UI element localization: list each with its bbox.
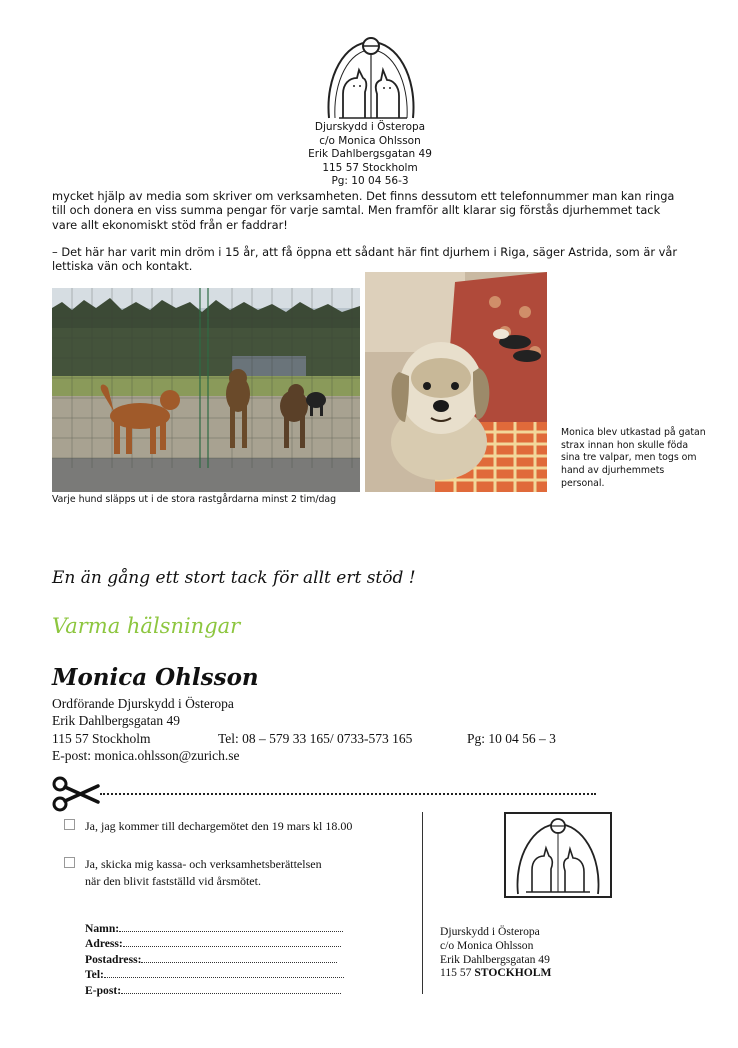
option-berattelse-label: [85, 856, 322, 890]
sig-tel: Tel: 08 – 579 33 165/ 0733-573 165: [218, 730, 413, 746]
photo-caption-right: [561, 427, 706, 491]
photo-dogs-fence: [52, 288, 360, 492]
caption-line: sina tre valpar, men togs om: [561, 452, 697, 464]
header-street: Erik Dahlbergsgatan 49: [308, 148, 432, 161]
org-logo-dog-cat-icon: [506, 814, 610, 896]
field-adress[interactable]: [85, 936, 344, 951]
paragraph-line: lettiska vän och kontakt.: [52, 259, 193, 274]
header-address: [250, 121, 490, 189]
paragraph-line: mycket hjälp av media som skriver om verksamheten. Det finns dessutom ett telefonnummer man kan ringa: [52, 189, 675, 203]
paragraph-2: [52, 245, 702, 274]
field-label: Adress:: [85, 937, 123, 951]
field-line[interactable]: [141, 953, 337, 963]
signature: Monica Ohlsson: [52, 664, 259, 691]
sig-contact-row: [52, 730, 556, 747]
caption-line: personal.: [561, 477, 605, 489]
sig-street: Erik Dahlbergsgatan 49: [52, 713, 180, 729]
return-city: STOCKHOLM: [474, 966, 552, 980]
cut-line: [100, 793, 596, 795]
field-line[interactable]: [119, 922, 343, 932]
contact-form-fields: [85, 921, 344, 998]
form-divider: [422, 812, 423, 994]
checkbox-berattelse[interactable]: [64, 857, 75, 868]
return-city-code: 115 57: [440, 966, 475, 980]
return-co: c/o Monica Ohlsson: [440, 938, 534, 952]
paragraph-line: – Det här har varit min dröm i 15 år, att få öppna ett sådant här fint djurhem i Riga, säger Astrida, som är vår: [52, 245, 678, 259]
field-label: Namn:: [85, 922, 120, 935]
field-tel[interactable]: [85, 967, 344, 982]
header-co: c/o Monica Ohlsson: [319, 134, 421, 147]
sig-title: Ordförande Djurskydd i Österopa: [52, 696, 234, 711]
return-city-row: [440, 966, 551, 980]
option-dechargemote-label: Ja, jag kommer till dechargemötet den 19 mars kl 18.00: [85, 819, 353, 833]
org-logo-dog-cat-icon: [323, 36, 419, 122]
header-org-name: Djurskydd i Österopa: [314, 121, 426, 133]
photo-terrier-rug: [365, 272, 547, 492]
signature-address: [52, 695, 556, 765]
thanks-line: En än gång ett stort tack för allt ert stöd !: [52, 568, 416, 588]
sig-pg: Pg: 10 04 56 – 3: [467, 730, 556, 746]
sig-city: 115 57 Stockholm: [52, 730, 151, 746]
field-postadress[interactable]: [85, 952, 344, 967]
field-line[interactable]: [123, 937, 341, 947]
field-label: Tel:: [85, 968, 104, 982]
greeting: Varma hälsningar: [52, 614, 241, 638]
photo-caption-left: Varje hund släpps ut i de stora rastgårdarna minst 2 tim/dag: [52, 494, 337, 505]
sig-email: E-post: monica.ohlsson@zurich.se: [52, 748, 240, 764]
caption-line: hand av djurhemmets: [561, 465, 665, 477]
field-label: Postadress:: [85, 952, 142, 966]
caption-line: strax innan hon skulle föda: [561, 439, 689, 451]
field-epost[interactable]: [85, 983, 344, 998]
header-pg: Pg: 10 04 56-3: [331, 175, 409, 188]
scissors-icon: [50, 776, 100, 812]
paragraph-line: till och donera en viss summa pengar för varje samtal. Men framför allt klarar sig förstås djurhemmet tack: [52, 203, 661, 218]
field-label: E-post:: [85, 983, 122, 997]
field-namn[interactable]: [85, 921, 344, 936]
header-city: 115 57 Stockholm: [322, 161, 418, 174]
field-line[interactable]: [104, 968, 344, 978]
return-address: [440, 925, 551, 980]
return-street: Erik Dahlbergsgatan 49: [440, 952, 550, 966]
org-logo: [323, 36, 419, 122]
caption-line: Monica blev utkastad på gatan: [561, 427, 706, 438]
paragraph-1: [52, 189, 702, 232]
option-berattelse-line1: Ja, skicka mig kassa- och verksamhetsberättelsen: [85, 857, 322, 871]
return-logo: [504, 812, 612, 898]
return-org: Djurskydd i Österopa: [440, 925, 540, 938]
checkbox-dechargemote[interactable]: [64, 819, 75, 830]
paragraph-line: vare allt ekonomiskt stöd från er faddrar!: [52, 217, 288, 232]
field-line[interactable]: [121, 984, 341, 994]
option-berattelse-line2: när den blivit fastställd vid årsmötet.: [85, 874, 261, 888]
